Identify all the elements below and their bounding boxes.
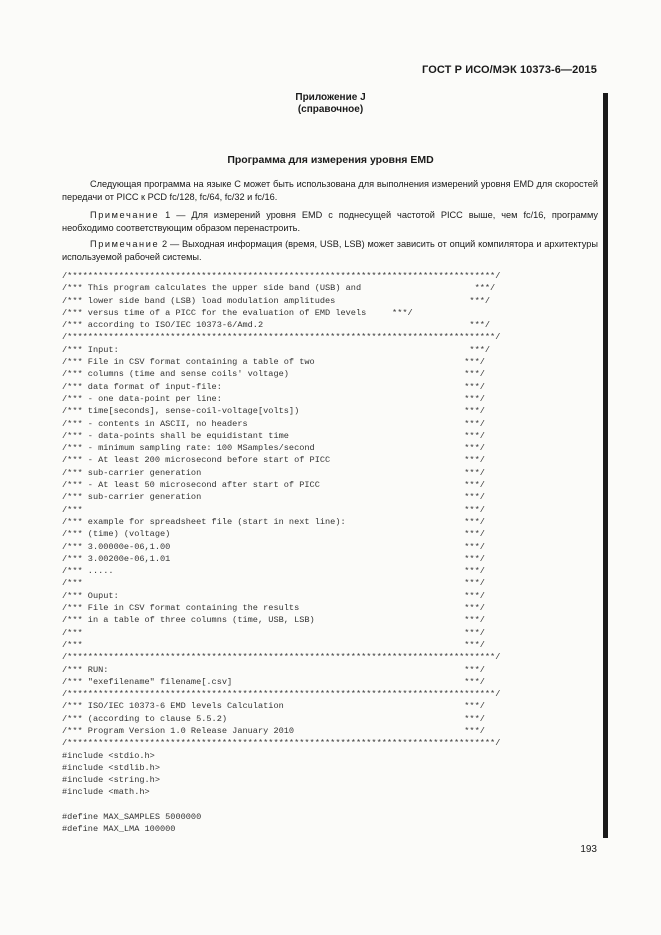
intro-text: Следующая программа на языке С может быть использована для выполнения измерений уровня EMD для скоростей передачи от PICC к PCD fc/128, fc/64, fc/32 и fc/16. [62, 179, 598, 202]
code-line: /*** ***/ [62, 504, 485, 515]
code-line: /***********************************************************************************/ [62, 738, 501, 749]
code-line: /*** columns (time and sense coils' voltage) ***/ [62, 369, 485, 380]
code-line: /*** "exefilename" filename[.csv] ***/ [62, 676, 485, 687]
note-1-text: 1 — Для измерений уровня EMD с поднесущей частотой PICC выше, чем fc/16, программу необходимо соответствующим образом перенастроить. [62, 210, 598, 233]
code-line [62, 799, 602, 811]
code-line: /*** - At least 50 microsecond after start of PICC ***/ [62, 480, 485, 491]
note-1 [62, 209, 598, 235]
intro-paragraph [62, 178, 598, 204]
code-line: /*** RUN: ***/ [62, 664, 485, 675]
code-line: #define MAX_LMA 100000 [62, 824, 176, 835]
standard-header: ГОСТ Р ИСО/МЭК 10373-6—2015 [422, 64, 597, 76]
code-line: /*** - At least 200 microsecond before start of PICC ***/ [62, 455, 485, 466]
code-line: /*** Program Version 1.0 Release January 2010 ***/ [62, 725, 485, 736]
code-line: /***********************************************************************************/ [62, 652, 501, 663]
appendix-heading [0, 92, 661, 116]
code-line: /*** in a table of three columns (time, USB, LSB) ***/ [62, 615, 485, 626]
code-line: /*** lower side band (LSB) load modulation amplitudes ***/ [62, 295, 491, 306]
code-line: /*** (according to clause 5.5.2) ***/ [62, 713, 485, 724]
code-line: /*** versus time of a PICC for the evaluation of EMD levels ***/ [62, 307, 413, 318]
appendix-title: Приложение J [295, 92, 366, 103]
code-line: /*** 3.00000e-06,1.00 ***/ [62, 541, 485, 552]
note-1-label: Примечание [90, 210, 160, 220]
code-line: #define MAX_SAMPLES 5000000 [62, 812, 202, 823]
code-line: /***********************************************************************************/ [62, 332, 501, 343]
note-2-label: Примечание [90, 239, 160, 249]
code-line: /*** - minimum sampling rate: 100 MSamples/second ***/ [62, 443, 485, 454]
code-line: /*** - data-points shall be equidistant time ***/ [62, 430, 485, 441]
section-title: Программа для измерения уровня EMD [227, 154, 434, 166]
code-line: /*** (time) (voltage) ***/ [62, 529, 485, 540]
code-line: #include <stdlib.h> [62, 762, 160, 773]
code-line: /*** 3.00200e-06,1.01 ***/ [62, 553, 485, 564]
code-line: /*** Ouput: ***/ [62, 590, 485, 601]
code-line: /*** File in CSV format containing the results ***/ [62, 603, 485, 614]
code-line: /*** ***/ [62, 578, 485, 589]
code-line: /*** example for spreadsheet file (start in next line): ***/ [62, 516, 485, 527]
code-line: /*** sub-carrier generation ***/ [62, 467, 485, 478]
note-2-text: 2 — Выходная информация (время, USB, LSB) может зависить от опций компилятора и архитектуры используемой рабочей системы. [62, 239, 598, 262]
code-line: /*** - one data-point per line: ***/ [62, 393, 485, 404]
code-line: /*** sub-carrier generation ***/ [62, 492, 485, 503]
margin-bar [603, 93, 608, 838]
code-line: /*** - contents in ASCII, no headers ***/ [62, 418, 485, 429]
code-line: /***********************************************************************************/ [62, 689, 501, 700]
note-2 [62, 238, 598, 264]
code-listing [62, 270, 602, 836]
page-number: 193 [580, 844, 597, 855]
code-line: /*** data format of input-file: ***/ [62, 381, 485, 392]
code-line: /*** ***/ [62, 627, 485, 638]
code-line: /*** ISO/IEC 10373-6 EMD levels Calculation ***/ [62, 701, 485, 712]
code-line: #include <math.h> [62, 787, 150, 798]
code-line: /*** Input: ***/ [62, 344, 491, 355]
code-line: /*** ***/ [62, 639, 485, 650]
code-line: /***********************************************************************************/ [62, 271, 501, 281]
code-line: /*** This program calculates the upper side band (USB) and ***/ [62, 283, 496, 294]
code-line: #include <stdio.h> [62, 750, 155, 761]
appendix-subtitle: (справочное) [297, 104, 364, 115]
code-line: /*** ..... ***/ [62, 566, 485, 577]
code-line: /*** File in CSV format containing a table of two ***/ [62, 357, 485, 368]
code-line: /*** according to ISO/IEC 10373-6/Amd.2 ***/ [62, 320, 491, 331]
code-line: /*** time[seconds], sense-coil-voltage[volts]) ***/ [62, 406, 485, 417]
code-line: #include <string.h> [62, 775, 160, 786]
